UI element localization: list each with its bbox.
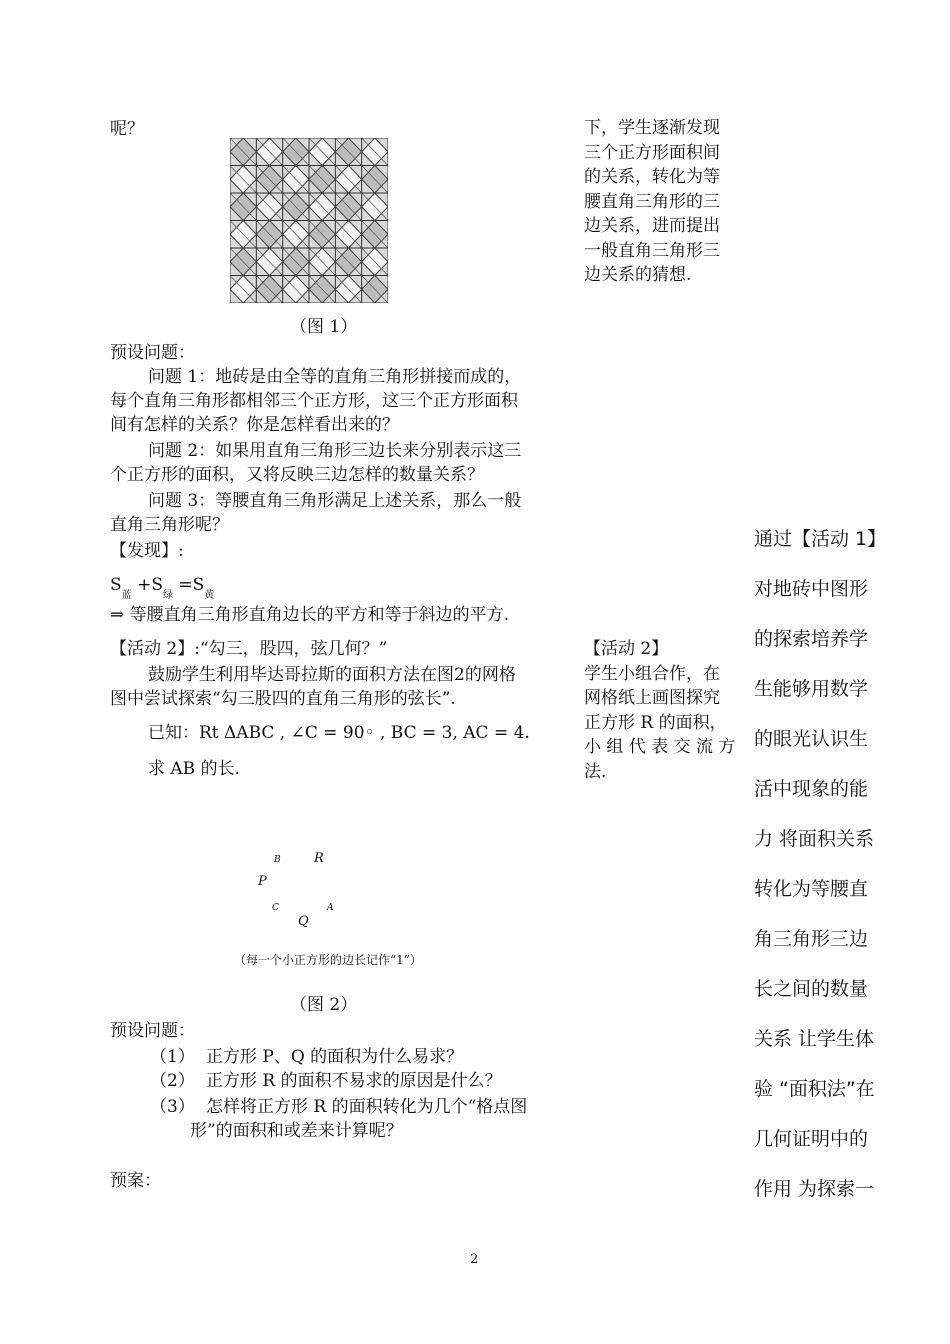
label-q: Q (298, 914, 309, 929)
column3-line: 转化为等腰直 (754, 878, 869, 900)
column2-line: 【活动 2】 (584, 639, 669, 659)
column2-line: 下，学生逐渐发现 (584, 118, 720, 138)
column2-activity2 (584, 637, 744, 784)
plan-label: 预案： (110, 1171, 161, 1191)
label-a: A (327, 903, 334, 913)
column3-line: 验 “面积法”在 (754, 1078, 875, 1100)
column3-line: 角三角形三边 (754, 928, 869, 950)
column3-line: 通过【活动 1】 (754, 528, 887, 550)
column2-line: 的关系，转化为等 (584, 167, 720, 187)
preset2-num-2: （2） (150, 1071, 195, 1091)
column3-line: 力 将面积关系 (754, 828, 875, 850)
preset2-heading: 预设问题： (110, 1021, 195, 1041)
activity2-line1: 鼓励学生利用毕达哥拉斯的面积方法在图2的网格 (148, 665, 516, 685)
column2-line: 边关系，进而提出 (584, 216, 720, 236)
label-p: P (258, 874, 267, 889)
label-b: B (274, 855, 281, 865)
column3-line: 关系 让学生体 (754, 1028, 875, 1050)
column3-line: 生能够用数学 (754, 678, 869, 700)
discovery-heading: 【发现】: (110, 541, 184, 561)
column2-line: 网格纸上画图探究 (584, 688, 720, 708)
column3-line: 作用 为探索一 (754, 1178, 875, 1200)
question3-line2: 直角三角形呢？ (110, 515, 229, 535)
column2-line: 法. (584, 761, 607, 782)
question2-line1: 问题 2：如果用直角三角形三边长来分别表示这三 (148, 441, 522, 461)
activity2-ask: 求 AB 的长. (148, 759, 240, 779)
column3-line: 的探索培养学 (754, 628, 869, 650)
preset2-text-3-cont: 形”的面积和或差来计算呢？ (190, 1121, 403, 1141)
column2-line: 正方形 R 的面积， (584, 712, 727, 733)
preset2-text-1: 正方形 P、Q 的面积为什么易求？ (206, 1047, 464, 1067)
activity2-line2: 图中尝试探索“勾三股四的直角三角形的弦长”. (110, 689, 456, 709)
column2-line: 学生小组合作，在 (584, 663, 720, 684)
label-r: R (314, 851, 324, 866)
label-c: C (272, 903, 279, 913)
column2-line: 腰直角三角形的三 (584, 191, 720, 212)
activity2-given: 已知：Rt ΔABC , ∠C = 90◦ , BC = 3, AC = 4. (148, 723, 530, 743)
preset-questions-heading: 预设问题： (110, 343, 195, 363)
column2-line: 边关系的猜想. (584, 265, 692, 285)
question1-line1: 问题 1：地砖是由全等的直角三角形拼接而成的， (148, 367, 522, 387)
top-text: 呢？ (110, 119, 144, 139)
figure2-caption: （图 2） (290, 995, 358, 1015)
implication: ⇒ 等腰直角三角形直角边长的平方和等于斜边的平方. (110, 605, 510, 625)
column2-line: 三个正方形面积间 (584, 142, 720, 163)
page-number: 2 (470, 1252, 479, 1267)
figure1-caption: （图 1） (290, 317, 358, 337)
tile-pattern-figure (230, 138, 388, 303)
area-formula: $S_蓝 +S_绿 =S_黄$ (110, 575, 215, 601)
preset2-text-2: 正方形 R 的面积不易求的原因是什么？ (206, 1071, 502, 1091)
preset2-num-3: （3） (150, 1097, 195, 1117)
column2-line: 一般直角三角形三 (584, 240, 720, 261)
preset2-text-3: 怎样将正方形 R 的面积转化为几个“格点图 (206, 1097, 528, 1117)
figure2-note: （每一个小正方形的边长记作“1”） (234, 953, 422, 967)
column2-line: 小 组 代 表 交 流 方 (584, 737, 736, 757)
column3-line: 的眼光认识生 (754, 728, 869, 750)
question3-line1: 问题 3：等腰直角三角形满足上述关系，那么一般 (148, 491, 522, 511)
activity2-title: 【活动 2】:“勾三，股四，弦几何？” (110, 639, 388, 659)
column3-line: 活中现象的能 (754, 778, 869, 800)
question1-line3: 间有怎样的关系？你是怎样看出来的？ (110, 415, 399, 435)
column3-line: 对地砖中图形 (754, 578, 869, 600)
column2-top (584, 116, 744, 288)
preset2-num-1: （1） (150, 1047, 195, 1067)
column3-line: 长之间的数量 (754, 978, 869, 1000)
question2-line2: 个正方形的面积，又将反映三边怎样的数量关系？ (110, 465, 484, 485)
question1-line2: 每个直角三角形都相邻三个正方形，这三个正方形面积 (110, 391, 518, 411)
column3-line: 几何证明中的 (754, 1128, 869, 1150)
